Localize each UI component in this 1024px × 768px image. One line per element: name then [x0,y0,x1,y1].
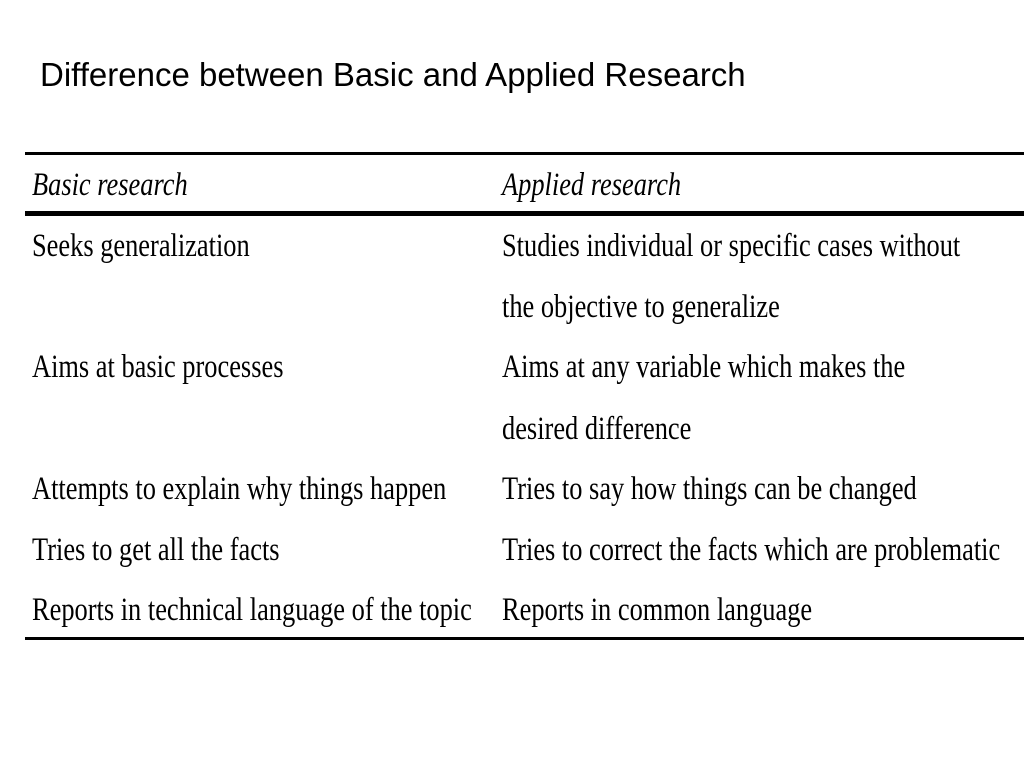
row-2-basic: Aims at basic processes [32,349,284,385]
row-4-applied: Tries to correct the facts which are problematic [502,532,1001,568]
table-top-rule [25,152,1024,155]
row-1-applied-continued: the objective to generalize [502,289,780,325]
header-basic-research: Basic research [32,167,188,203]
row-5-applied: Reports in common language [502,592,813,628]
header-applied-research: Applied research [502,167,682,203]
row-3-applied: Tries to say how things can be changed [502,471,917,507]
row-3-basic: Attempts to explain why things happen [32,471,447,507]
slide-title: Difference between Basic and Applied Research [40,56,746,93]
row-2-applied: Aims at any variable which makes the [502,349,906,385]
row-1-basic: Seeks generalization [32,228,250,264]
row-1-applied: Studies individual or specific cases without [502,228,961,264]
row-2-applied-continued: desired difference [502,411,692,447]
table-header-rule [25,211,1024,216]
table-bottom-rule [25,637,1024,640]
row-5-basic: Reports in technical language of the topic [32,592,472,628]
row-4-basic: Tries to get all the facts [32,532,280,568]
